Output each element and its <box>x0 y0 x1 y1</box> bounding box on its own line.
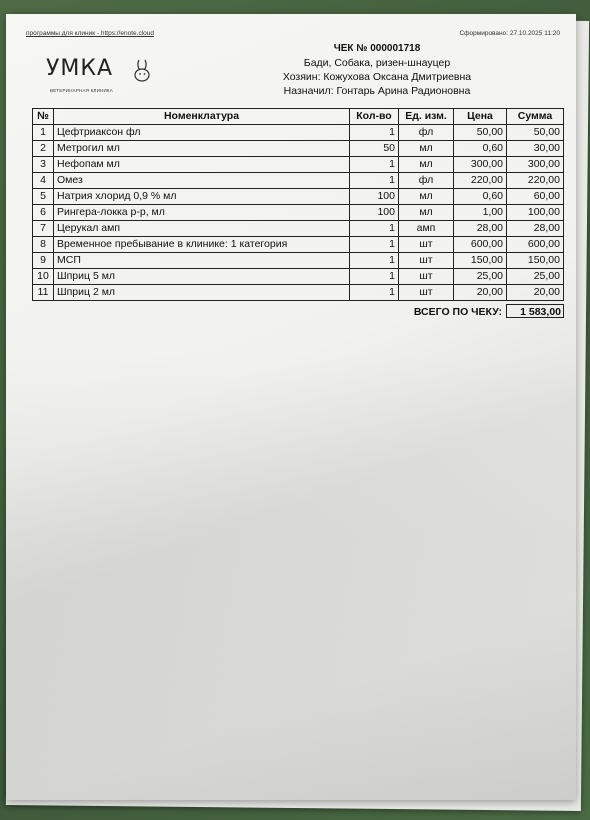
table-row <box>33 173 564 189</box>
row-number: 2 <box>33 141 54 157</box>
table-row <box>33 221 564 237</box>
item-sum: 600,00 <box>507 237 564 253</box>
item-unit: фл <box>399 173 454 189</box>
col-header-number: № <box>33 109 54 125</box>
patient-info: Бади, Собака, ризен-шнауцер <box>303 57 451 69</box>
receipt-number: ЧЕК № 000001718 <box>333 43 421 54</box>
row-number: 11 <box>33 285 54 301</box>
row-number: 6 <box>33 205 54 221</box>
photo-shadow <box>6 354 576 800</box>
item-price: 600,00 <box>454 237 507 253</box>
row-number: 4 <box>33 173 54 189</box>
item-unit: мл <box>399 141 454 157</box>
table-row <box>33 157 564 173</box>
item-qty: 100 <box>350 205 399 221</box>
software-link: программы для клиник - https://enote.cloud <box>26 30 154 37</box>
logo-subtitle: ВЕТЕРИНАРНАЯ КЛИНИКА <box>50 88 113 93</box>
item-unit: мл <box>399 157 454 173</box>
col-header-price: Цена <box>454 109 507 125</box>
row-number: 1 <box>33 125 54 141</box>
table-header-row <box>33 109 564 125</box>
item-price: 25,00 <box>454 269 507 285</box>
item-sum: 50,00 <box>507 125 564 141</box>
item-price: 28,00 <box>454 221 507 237</box>
table-row <box>33 253 564 269</box>
item-name: Цефтриаксон фл <box>54 125 350 141</box>
table-row <box>33 205 564 221</box>
item-price: 300,00 <box>454 157 507 173</box>
item-qty: 1 <box>350 221 399 237</box>
item-sum: 30,00 <box>507 141 564 157</box>
table-row <box>33 141 564 157</box>
table-row <box>33 269 564 285</box>
item-price: 0,60 <box>454 141 507 157</box>
total-value: 1 583,00 <box>506 304 564 318</box>
item-sum: 20,00 <box>507 285 564 301</box>
item-sum: 25,00 <box>507 269 564 285</box>
item-name: Шприц 2 мл <box>54 285 350 301</box>
item-qty: 1 <box>350 237 399 253</box>
item-sum: 300,00 <box>507 157 564 173</box>
table-row <box>33 189 564 205</box>
item-unit: шт <box>399 285 454 301</box>
col-header-unit: Ед. изм. <box>399 109 454 125</box>
table-row <box>33 125 564 141</box>
item-price: 150,00 <box>454 253 507 269</box>
item-qty: 1 <box>350 157 399 173</box>
item-name: МСП <box>54 253 350 269</box>
item-price: 20,00 <box>454 285 507 301</box>
item-qty: 1 <box>350 253 399 269</box>
item-unit: шт <box>399 253 454 269</box>
item-price: 1,00 <box>454 205 507 221</box>
top-notes <box>26 30 560 40</box>
total-line <box>32 304 564 320</box>
row-number: 7 <box>33 221 54 237</box>
item-name: Временное пребывание в клинике: 1 категория <box>54 237 350 253</box>
item-name: Метрогил мл <box>54 141 350 157</box>
item-qty: 1 <box>350 285 399 301</box>
item-unit: шт <box>399 269 454 285</box>
item-sum: 28,00 <box>507 221 564 237</box>
item-price: 0,60 <box>454 189 507 205</box>
row-number: 5 <box>33 189 54 205</box>
item-name: Нефопам мл <box>54 157 350 173</box>
col-header-sum: Сумма <box>507 109 564 125</box>
item-price: 50,00 <box>454 125 507 141</box>
logo-text: УМКА <box>46 56 114 81</box>
item-qty: 1 <box>350 173 399 189</box>
col-header-qty: Кол-во <box>350 109 399 125</box>
owner-info: Хозяин: Кожухова Оксана Дмитриевна <box>282 71 472 83</box>
item-sum: 60,00 <box>507 189 564 205</box>
receipt-title-block <box>196 42 558 98</box>
item-qty: 50 <box>350 141 399 157</box>
item-price: 220,00 <box>454 173 507 189</box>
row-number: 3 <box>33 157 54 173</box>
total-label: ВСЕГО ПО ЧЕКУ: <box>413 306 502 318</box>
item-name: Омез <box>54 173 350 189</box>
item-sum: 150,00 <box>507 253 564 269</box>
receipt-paper <box>6 14 576 800</box>
item-qty: 100 <box>350 189 399 205</box>
item-qty: 1 <box>350 269 399 285</box>
generated-timestamp: Сформировано: 27.10.2025 11:20 <box>459 30 560 37</box>
items-table <box>32 108 564 301</box>
item-unit: фл <box>399 125 454 141</box>
clinic-logo <box>46 56 156 106</box>
assigned-by: Назначил: Гонтарь Арина Радионовна <box>283 85 471 97</box>
item-qty: 1 <box>350 125 399 141</box>
item-unit: мл <box>399 205 454 221</box>
bunny-icon <box>132 58 154 82</box>
item-unit: амп <box>399 221 454 237</box>
item-sum: 220,00 <box>507 173 564 189</box>
item-name: Натрия хлорид 0,9 % мл <box>54 189 350 205</box>
item-name: Церукал амп <box>54 221 350 237</box>
item-sum: 100,00 <box>507 205 564 221</box>
row-number: 9 <box>33 253 54 269</box>
row-number: 8 <box>33 237 54 253</box>
table-row <box>33 285 564 301</box>
row-number: 10 <box>33 269 54 285</box>
table-row <box>33 237 564 253</box>
item-unit: шт <box>399 237 454 253</box>
col-header-name: Номенклатура <box>54 109 350 125</box>
item-unit: мл <box>399 189 454 205</box>
receipt-header <box>26 42 558 114</box>
item-name: Шприц 5 мл <box>54 269 350 285</box>
item-name: Рингера-локка р-р, мл <box>54 205 350 221</box>
